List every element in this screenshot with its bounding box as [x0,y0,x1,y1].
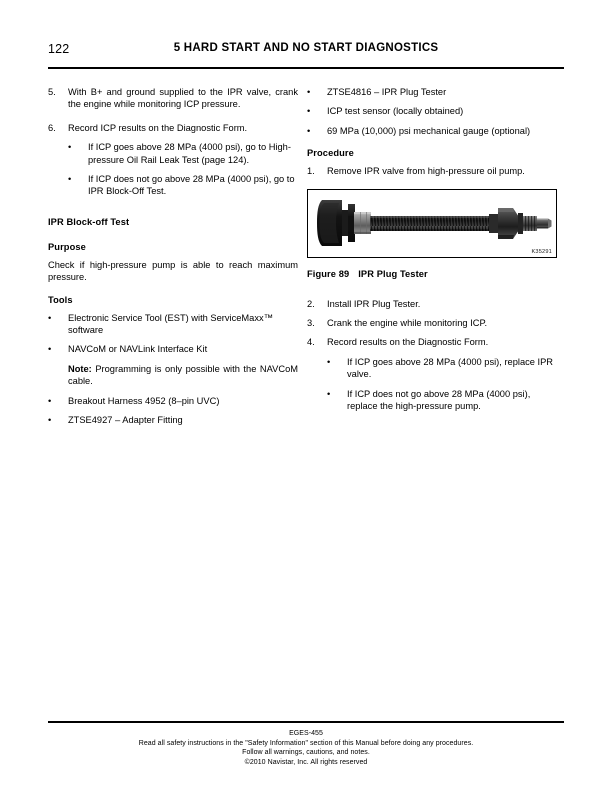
list-item [48,86,298,111]
spacer [307,158,557,165]
spacer [307,329,557,336]
page-number: 122 [48,42,70,56]
step-number: 1. [307,166,315,177]
spacer [48,388,298,395]
left-column [48,86,298,427]
note-label: Note: [68,363,92,374]
step-number: 4. [307,337,315,348]
page-header [48,42,564,64]
list-item [307,86,557,98]
bullet-icon: • [307,106,311,117]
step-number: 6. [48,122,56,133]
spacer [48,111,298,122]
tool-item-text: ZTSE4927 – Adapter Fitting [68,415,183,426]
step-text: Record results on the Diagnostic Form. [327,337,489,348]
bullet-text: If ICP does not go above 28 MPa (4000 psi), replace the high-pressure pump. [347,388,531,412]
list-item [327,388,557,413]
spacer [48,198,298,217]
sub-bullet-list [307,356,557,413]
bullet-icon: • [48,395,52,406]
step-text: Install IPR Plug Tester. [327,298,421,309]
bullet-icon: • [68,142,72,153]
list-item [48,414,298,426]
spacer [307,98,557,105]
purpose-heading: Purpose [48,241,86,252]
spacer [307,279,557,298]
header-divider [48,67,564,69]
tool-item-text: NAVCoM or NAVLink Interface Kit [68,344,208,355]
purpose-text: Check if high-pressure pump is able to reach maximum pressure. [48,259,298,283]
spacer [307,137,557,148]
bullet-icon: • [327,388,331,399]
spacer [68,166,298,173]
page-title: 5 HARD START AND NO START DIAGNOSTICS [173,42,439,54]
figure-image-container [307,189,557,258]
bullet-icon: • [48,415,52,426]
bullet-icon: • [48,312,52,323]
list-item [327,356,557,381]
threaded-shaft [370,216,491,231]
spacer [307,349,557,356]
step-text: Remove IPR valve from high-pressure oil pump. [327,166,525,177]
step-text: With B+ and ground supplied to the IPR valve, crank the engine while monitoring ICP pressure. [68,87,298,110]
bullet-icon: • [48,344,52,355]
step-number: 2. [307,298,315,309]
spacer [48,134,298,141]
spacer [48,305,298,312]
bullet-text: If ICP goes above 28 MPa (4000 psi), replace IPR valve. [347,356,554,380]
spacer [48,252,298,259]
tool-item-text: ICP test sensor (locally obtained) [327,106,464,117]
figure-caption-text: IPR Plug Tester [358,268,428,279]
footer-divider [48,721,564,723]
spacer [48,356,298,363]
spacer [327,381,557,388]
figure-caption-label: Figure 89 [307,268,350,279]
tool-item-text: Electronic Service Tool (EST) with ServiceMaxx™ software [68,312,273,336]
list-item [307,317,557,329]
footer-document-code: EGES-455 [289,730,323,737]
bullet-text: If ICP goes above 28 MPa (4000 psi), go to High-pressure Oil Rail Leak Test (page 124). [88,142,291,165]
spacer [307,310,557,317]
handle-knob [317,200,356,246]
spacer [307,118,557,125]
footer-copyright: ©2010 Navistar, Inc. All rights reserved [244,758,368,766]
page-footer [48,729,564,767]
sub-bullet-list [48,141,298,198]
spacer [48,336,298,343]
tools-heading: Tools [48,294,73,305]
metal-collar [354,212,371,234]
hex-nut [489,208,523,239]
end-fitting [537,218,552,228]
list-item [48,343,298,355]
list-item [307,125,557,137]
bullet-icon: • [327,356,331,367]
list-item [307,105,557,117]
step-number: 5. [48,87,56,97]
list-item [48,122,298,134]
figure-caption [307,269,557,279]
list-item [48,395,298,407]
step-number: 3. [307,318,315,329]
figure-reference-code: K35291 [531,248,552,255]
spacer [48,407,298,414]
spacer [307,258,557,269]
bullet-icon: • [307,87,311,97]
tool-item-text: Breakout Harness 4952 (8–pin UVC) [68,395,220,406]
ipr-plug-tester-illustration [308,190,556,257]
footer-safety-notice: Read all safety instructions in the "Safety Information" section of this Manual before doing any procedures. [138,739,474,747]
tool-item-text: ZTSE4816 – IPR Plug Tester [327,87,447,97]
bullet-icon: • [307,125,311,136]
list-item [68,141,298,166]
note-block [48,363,298,388]
spacer [48,227,298,242]
procedure-heading: Procedure [307,148,354,159]
note-text: Programming is only possible with the NAVCoM cable. [68,363,298,387]
tool-item-text: 69 MPa (10,000) psi mechanical gauge (optional) [327,125,531,136]
section-heading: IPR Block-off Test [48,216,130,227]
list-item [307,298,557,310]
spacer [48,284,298,295]
list-item [307,165,557,177]
footer-warnings-notice: Follow all warnings, cautions, and notes. [242,749,370,757]
step-text: Crank the engine while monitoring ICP. [327,318,488,329]
list-item [48,312,298,337]
ribbed-section [523,216,537,231]
bullet-icon: • [68,174,72,185]
bullet-text: If ICP does not go above 28 MPa (4000 psi), go to IPR Block-Off Test. [88,174,295,197]
right-column [307,86,557,412]
step-text: Record ICP results on the Diagnostic Form. [68,122,248,133]
spacer [307,178,557,189]
list-item [68,173,298,198]
list-item [307,336,557,348]
